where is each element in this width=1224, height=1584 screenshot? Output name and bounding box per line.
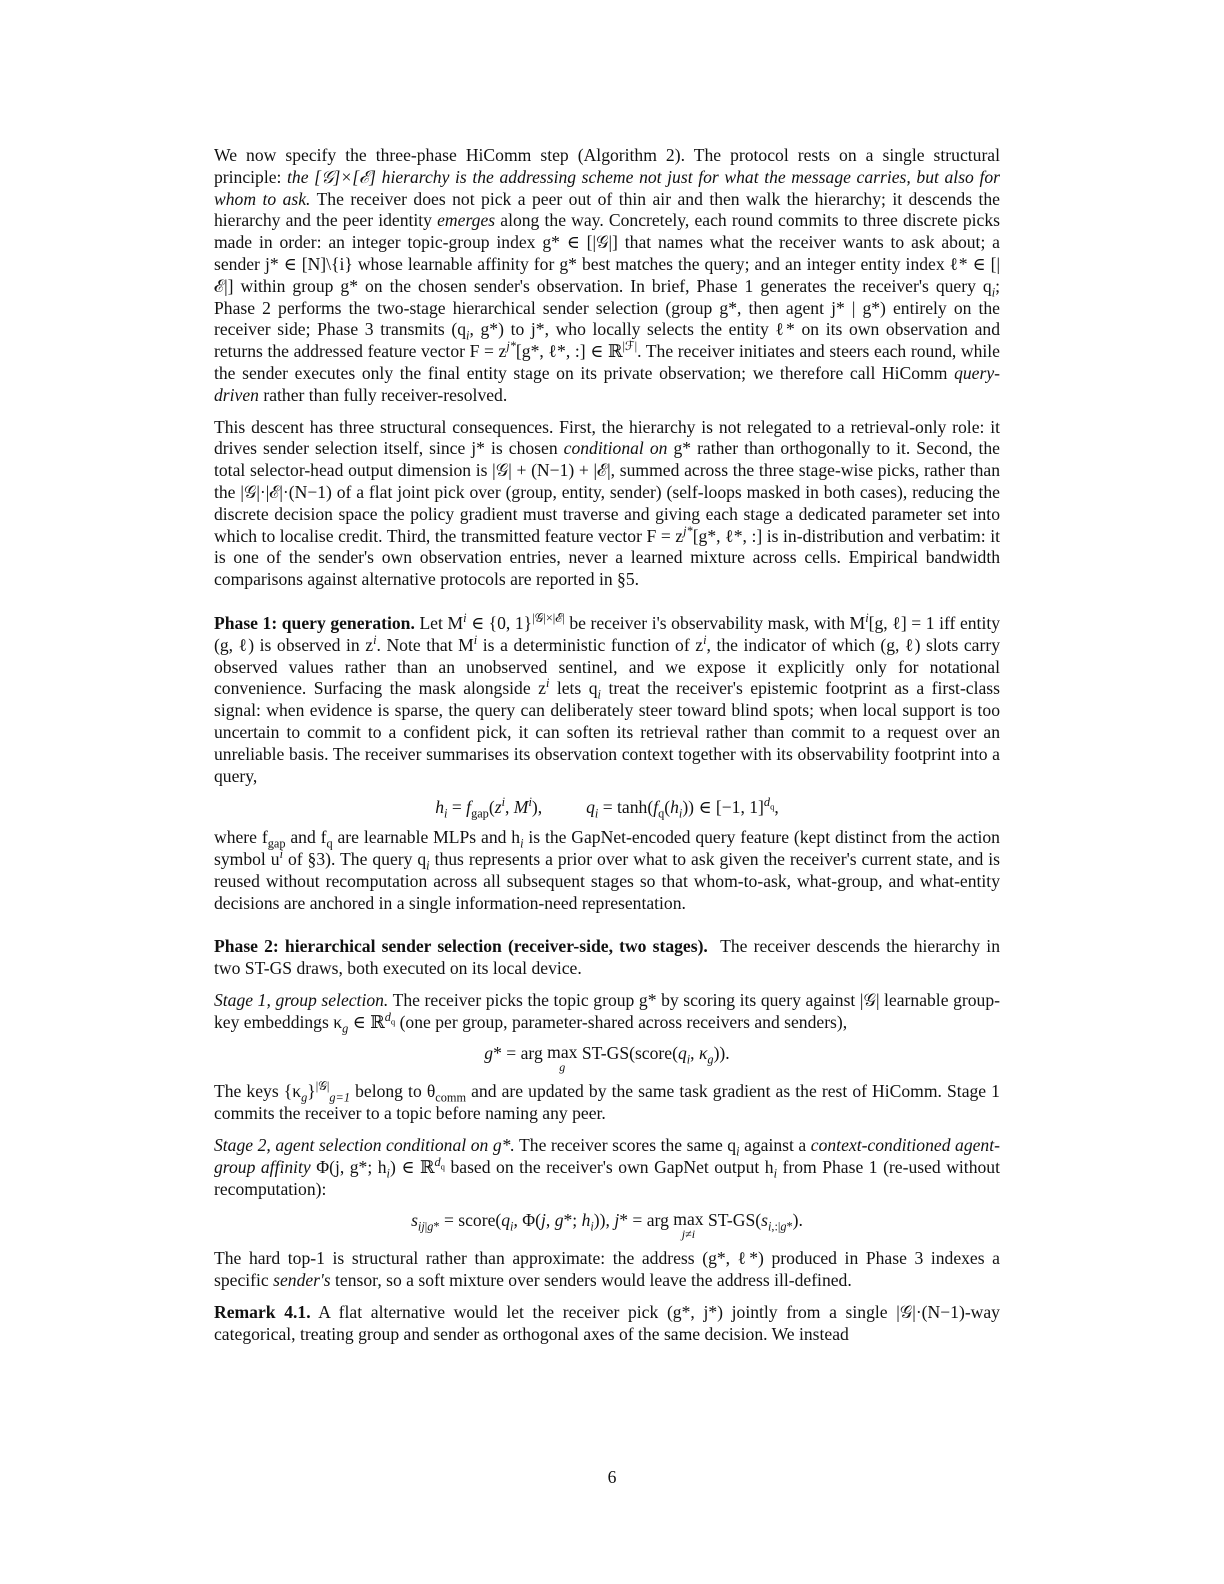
stage2-heading: Stage 2, agent selection conditional on g*. bbox=[214, 1135, 515, 1156]
paragraph-hard-top1: The hard top-1 is structural rather than approximate: the address (g*, ℓ*) produced in Phase 3 indexes a specific sender's tensor, so a soft mixture over senders would leave the address ill-defined. bbox=[214, 1248, 1000, 1291]
paragraph-phase1-after: where $f_{gap}$ and $f_q$ are learnable MLPs and $h_i$ is the GapNet-encoded query feature (kept distinct from the action symbol $u^i$ of §3). The query $q_i$ thus represents a prior over what to ask given the receiver's current state, and is reused without recomputation across all subsequent stages so that whom-to-ask, what-group, and what-entity decisions are anchored in a single information-need representation. bbox=[214, 827, 1000, 913]
page-number: 6 bbox=[607, 1467, 617, 1487]
paragraph-phase1: Phase 1: query generation. Let $M^i$ ∈ {0, 1}$^{|𝒢|\times|ℰ|}$ be receiver i's observability mask, with $M^i[g$, ℓ] = 1 iff entity (g, ℓ) is observed in $z^i$. Note that $M^i$ is a deterministic function of $z^i$, the indicator of which (g, ℓ) slots carry observed values rather than an unobserved sentinel, and we expose it explicitly only for notational convenience. Surfacing the mask alongside $z^i$ lets $q_i$ treat the receiver's epistemic footprint as a first-class signal: when evidence is sparse, the query can deliberately steer toward blind spots; when local support is too uncertain to commit to a confident pick, it can soften its retrieval rather than commit to a request over an unreliable basis. The receiver summarises its observation context together with its observability footprint into a query, bbox=[214, 611, 1001, 786]
phase1-heading: Phase 1: query generation. bbox=[214, 612, 415, 633]
paragraph-stage1: Stage 1, group selection. The receiver picks the topic group g* by scoring its query against |𝒢| learnable group-key embeddings $\kappa_g$ ∈ ℝ$^{d_q}$ (one per group, parameter-shared across receivers and senders), bbox=[214, 989, 1000, 1036]
remark-heading: Remark 4.1. bbox=[214, 1302, 311, 1323]
paragraph-stage1-after: The keys $\{\kappa_g\}^{|𝒢|}_{g=1}$ belong to $\theta_{comm}$ and are updated by the same task gradient as the rest of HiComm. Stage 1 commits the receiver to a topic before naming any peer. bbox=[214, 1079, 1000, 1124]
stage1-heading: Stage 1, group selection. bbox=[214, 989, 389, 1010]
equation-agent-select: $s_{ij|g*}$ = $score(q_i$, Φ(j, g*; $h_i$)), j* = arg max j≠i $ST-GS(s_{i,:|g*})$. bbox=[411, 1209, 803, 1242]
paragraph-stage2: Stage 2, agent selection conditional on g*. The receiver scores the same $q_i$ against a context-conditioned agent-group affinity Φ(j, g*; $h_i$) ∈ ℝ$^{d_q}$ based on the receiver's own GapNet output $h_i$ from Phase 1 (re-used without recomputation): bbox=[214, 1135, 1000, 1199]
paragraph-remark: Remark 4.1. A flat alternative would let the receiver pick (g*, j*) jointly from a single |𝒢|·(N−1)-way categorical, treating group and sender as orthogonal axes of the same decision. We instead bbox=[214, 1302, 1000, 1344]
paragraph-intro: We now specify the three-phase HiComm step (Algorithm 2). The protocol rests on a single structural principle: the [𝒢]×[ℰ] hierarchy is the addressing scheme not just for what the message carries, but also for whom to ask. The receiver does not pick a peer out of thin air and then walk the hierarchy; it descends the hierarchy and the peer identity emerges along the way. Concretely, each round commits to three discrete picks made in order: an integer topic-group index g* ∈ [|𝒢|] that names what the receiver wants to ask about; a sender j* ∈ [N]\{i} whose learnable affinity for g* best matches the query; and an integer entity index ℓ* ∈ [|ℰ|] within group g* on the chosen sender's observation. In brief, Phase 1 generates the receiver's query $q_i$; Phase 2 performs the two-stage hierarchical sender selection (group g*, then agent j* | g*) entirely on the receiver side; Phase 3 transmits ($q_i$, g*) to j*, who locally selects the entity ℓ* on its own observation and returns the addressed feature vector $F = z^{j*}[g*$, ℓ*, :] ∈ ℝ$^{|ℱ|}$. The receiver initiates and steers each round, while the sender executes only the final entity stage on its private observation; we therefore call HiComm query-driven rather than fully receiver-resolved. bbox=[214, 145, 1000, 405]
equation-query: $h_i = f_{gap}(z^i$, $M^i$), $q_i = \tanh(f_q(h_i))$ ∈ [−1, 1]$^{d_q}$, bbox=[435, 795, 779, 821]
paragraph-consequences: This descent has three structural consequences. First, the hierarchy is not relegated to a retrieval-only role: it drives sender selection itself, since j* is chosen conditional on g* rather than orthogonally to it. Second, the total selector-head output dimension is |𝒢| + (N−1) + |ℰ|, summed across the three stage-wise picks, rather than the |𝒢|·|ℰ|·(N−1) of a flat joint pick over (group, entity, sender) (self-loops masked in both cases), reducing the discrete decision space the policy gradient must traverse and giving each stage a dedicated parameter set into which to localise credit. Third, the transmitted feature vector $F = z^{j*}[g*$, ℓ*, :] is in-distribution and verbatim: it is one of the sender's own observation entries, never a learned mixture across cells. Empirical bandwidth comparisons against alternative protocols are reported in §5. bbox=[214, 416, 1000, 590]
paper-body bbox=[214, 145, 1000, 1356]
equation-group-select: g* = arg max g $ST-GS(score(q_i$, $\kappa_g$)). bbox=[484, 1042, 730, 1075]
paragraph-phase2: Phase 2: hierarchical sender selection (receiver-side, two stages). The receiver descends the hierarchy in two ST-GS draws, both executed on its local device. bbox=[214, 936, 1000, 979]
phase2-heading: Phase 2: hierarchical sender selection (receiver-side, two stages). bbox=[214, 936, 708, 957]
